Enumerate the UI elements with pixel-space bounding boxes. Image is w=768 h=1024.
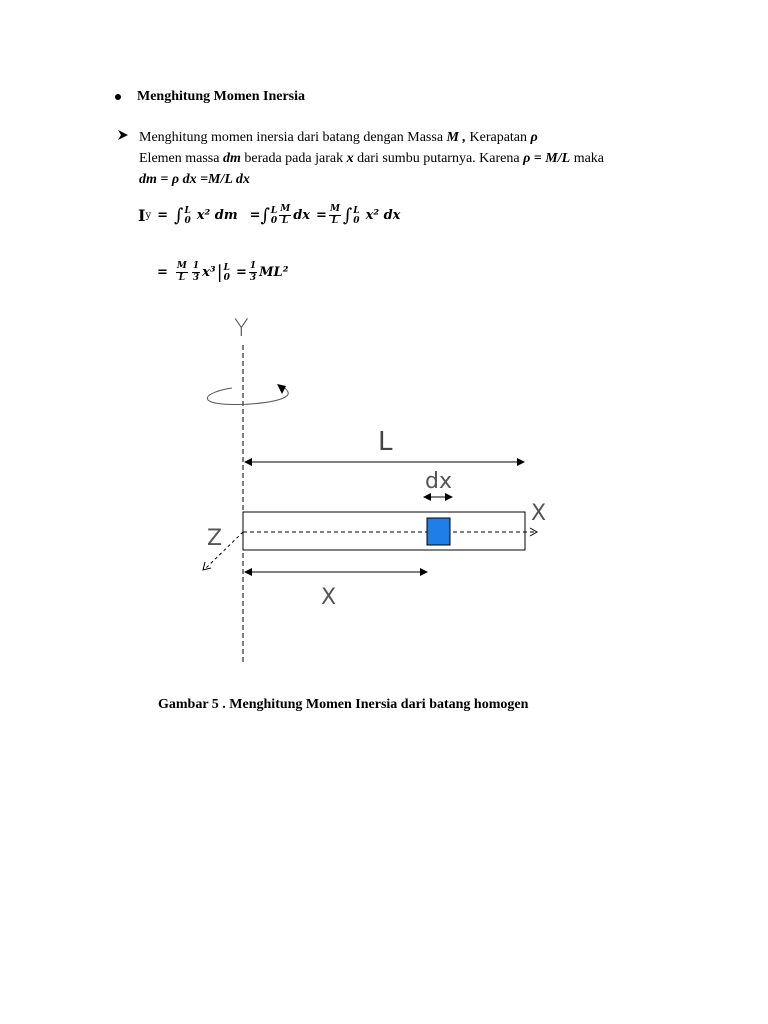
eq1-int2-lower: 0 bbox=[270, 215, 278, 226]
eq-equals-2: = bbox=[249, 208, 261, 223]
rotation-arrow-icon bbox=[207, 386, 288, 405]
dx-label: dx bbox=[425, 469, 452, 494]
eq2-result: ML² bbox=[259, 265, 289, 280]
eq-lhs-I: I bbox=[138, 206, 146, 225]
eq-equals-3: = bbox=[316, 208, 327, 223]
figure-caption: Gambar 5 . Menghitung Momen Inersia dari batang homogen bbox=[158, 697, 529, 712]
eq1-int-upper: L bbox=[184, 205, 191, 216]
eq1-frac1-num: M bbox=[280, 204, 291, 214]
para-line2-text4: maka bbox=[570, 151, 605, 166]
para-dm-symbol: dm bbox=[222, 151, 241, 166]
eq2-frac3-den: 3 bbox=[249, 273, 257, 283]
heading-text: Menghitung Momen Inersia bbox=[137, 89, 305, 104]
eq1-int3-upper: L bbox=[353, 205, 360, 216]
z-axis-label: Z bbox=[207, 526, 223, 551]
y-axis-label: Y bbox=[234, 314, 249, 342]
eq2-eval-lower: 0 bbox=[223, 272, 230, 283]
eq2-frac3-num: 1 bbox=[249, 261, 257, 271]
eq1-term2-tail: dx bbox=[293, 208, 311, 223]
para-line1-text2: Kerapatan bbox=[466, 130, 531, 145]
eq2-frac1-den: L bbox=[178, 273, 186, 283]
eq-lhs-sub: y bbox=[145, 210, 152, 221]
eq1-frac2-den: L bbox=[331, 216, 339, 226]
eq1-int-lower: 0 bbox=[184, 215, 191, 226]
eq1-frac1-den: L bbox=[282, 216, 289, 226]
para-line2-text: Elemen massa bbox=[139, 151, 223, 166]
para-line1-text: Menghitung momen inersia dari batang dengan Massa bbox=[139, 130, 447, 145]
integral-sign-icon: ∫ bbox=[342, 205, 353, 226]
eq2-frac2-num: 1 bbox=[192, 261, 200, 271]
rod bbox=[243, 512, 525, 550]
eq2-eval-upper: L bbox=[223, 262, 230, 273]
eq1-int2-upper: L bbox=[270, 205, 278, 216]
length-label: L bbox=[378, 427, 393, 457]
eq1-term3-tail: x² dx bbox=[365, 208, 401, 223]
eq1-term1: x² dm bbox=[196, 208, 238, 223]
eq1-frac2-num: M bbox=[329, 204, 340, 214]
eval-bar-icon: | bbox=[216, 262, 223, 283]
para-line2-text3: dari sumbu putarnya. Karena bbox=[353, 151, 524, 166]
para-rho-symbol: ρ bbox=[530, 130, 538, 145]
integral-sign-icon: ∫ bbox=[260, 205, 270, 226]
eq2-xcube: x³ bbox=[202, 265, 216, 280]
para-line2-text2: berada pada jarak bbox=[240, 151, 347, 166]
integral-sign-icon: ∫ bbox=[174, 205, 184, 226]
para-x-symbol: x bbox=[346, 151, 354, 166]
x-distance-label: X bbox=[321, 585, 337, 610]
x-axis-label: X bbox=[531, 501, 547, 526]
eq2-equals-1: = bbox=[157, 265, 168, 280]
eq2-frac2-den: 3 bbox=[192, 273, 200, 283]
mass-element bbox=[427, 518, 450, 545]
para-density-relation: ρ = M/L bbox=[523, 151, 571, 166]
eq2-frac1-num: M bbox=[176, 261, 187, 271]
para-dm-relation: dm = ρ dx =M/L dx bbox=[139, 172, 250, 187]
para-mass-symbol: M , bbox=[446, 130, 466, 145]
eq2-equals-2: = bbox=[236, 265, 247, 280]
eq1-int3-lower: 0 bbox=[353, 215, 360, 226]
eq-equals-1: = bbox=[157, 208, 169, 223]
